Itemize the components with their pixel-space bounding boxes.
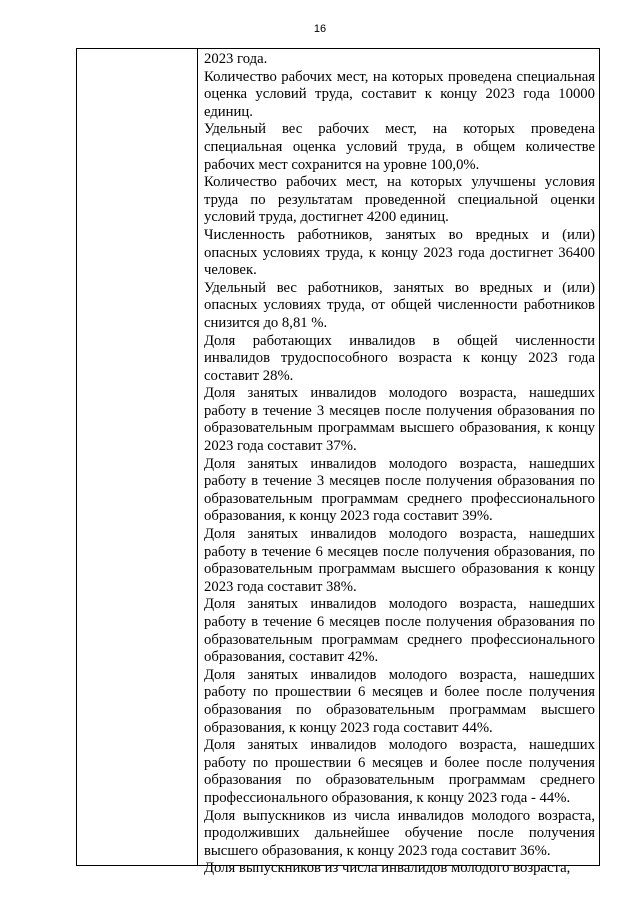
paragraph: Количество рабочих мест, на которых улучшены условия труда по результатам проведенной специальной оценки условий труда, достигнет 4200 единиц. (204, 174, 595, 226)
table-left-column (77, 49, 198, 865)
paragraph: Количество рабочих мест, на которых проведена специальная оценка условий труда, составит к концу 2023 года 10000 единиц. (204, 68, 595, 120)
paragraph: Удельный вес рабочих мест, на которых проведена специальная оценка условий труда, в общем количестве рабочих мест сохранится на уровне 100,0%. (204, 121, 595, 173)
page-number: 16 (313, 23, 327, 35)
paragraph: Удельный вес работников, занятых во вредных и (или) опасных условиях труда, от общей численности работников снизится до 8,81 %. (204, 279, 595, 331)
table-right-column (198, 49, 599, 877)
paragraph: Доля работающих инвалидов в общей численности инвалидов трудоспособного возраста к концу 2023 года составит 28%. (204, 332, 595, 384)
paragraph: Доля занятых инвалидов молодого возраста, нашедших работу по прошествии 6 месяцев и более после получения образования по образовательным программам среднего профессионального образования, к концу 2023 года - 44%. (204, 737, 595, 806)
paragraph: Доля занятых инвалидов молодого возраста, нашедших работу в течение 3 месяцев после получения образования по образовательным программам высшего образования, к концу 2023 года составит 37%. (204, 385, 595, 455)
paragraph: Доля занятых инвалидов молодого возраста, нашедших работу в течение 6 месяцев после получения образования по образовательным программам среднего профессионального образования, составит 42%. (204, 596, 595, 666)
paragraph: Доля занятых инвалидов молодого возраста, нашедших работу по прошествии 6 месяцев и более после получения образования по образовательным программам высшего образования, к концу 2023 года составит 44%. (204, 666, 595, 736)
document-table (76, 48, 600, 877)
paragraph: Доля выпускников из числа инвалидов молодого возраста, продолживших дальнейшее обучение после получения высшего образования, к концу 2023 года составит 36%. (204, 807, 595, 859)
paragraph: Доля занятых инвалидов молодого возраста, нашедших работу в течение 3 месяцев после получения образования по образовательным программам среднего профессионального образования, к концу 2023 года составит 39%. (204, 455, 595, 525)
paragraph: Численность работников, занятых во вредных и (или) опасных условиях труда, к концу 2023 года достигнет 36400 человек. (204, 226, 595, 279)
paragraph: 2023 года. (204, 51, 268, 67)
paragraph: Доля выпускников из числа инвалидов молодого возраста, (204, 860, 571, 877)
paragraph: Доля занятых инвалидов молодого возраста, нашедших работу в течение 6 месяцев после получения образования, по образовательным программам высшего образования к концу 2023 года составит 38%. (204, 526, 595, 595)
